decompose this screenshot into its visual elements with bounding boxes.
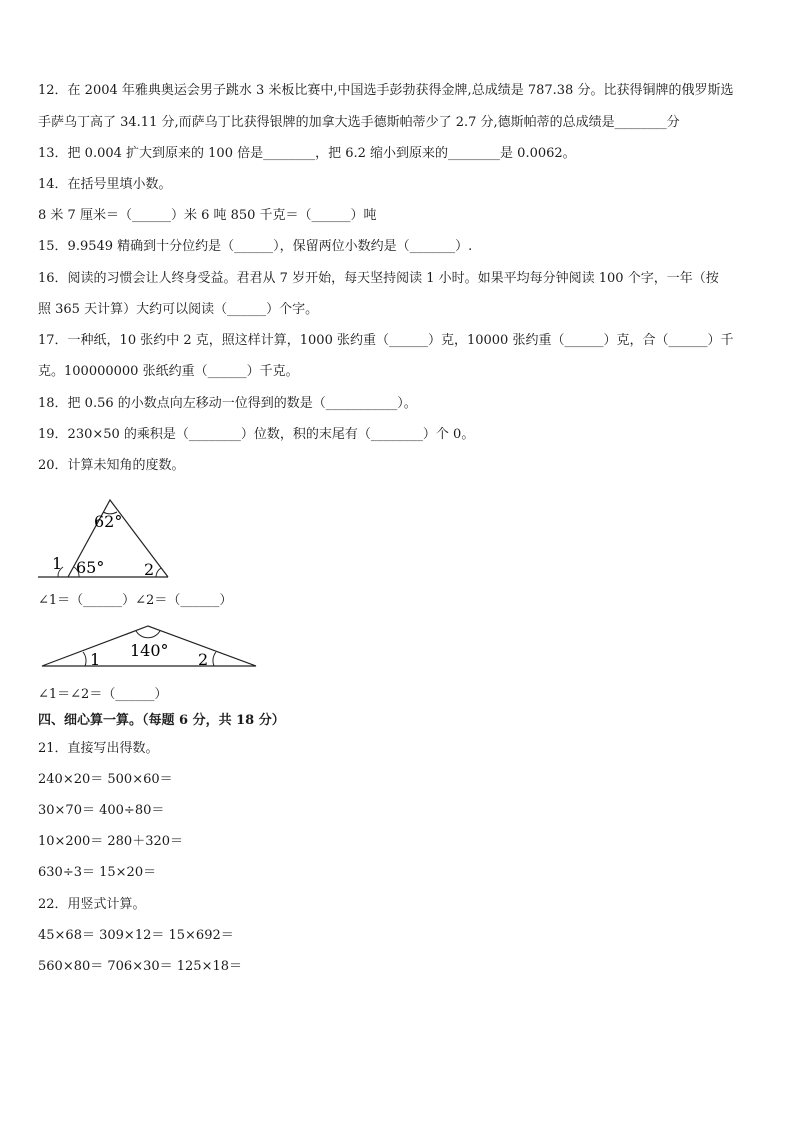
question-15: 15．9.9549 精确到十分位约是（______），保留两位小数约是（_______）. [38, 239, 473, 254]
question-22-title: 22．用竖式计算。 [38, 897, 146, 912]
top-angle-label: 62° [94, 512, 123, 531]
question-22-row: 560×80＝ 706×30＝ 125×18＝ [38, 959, 243, 974]
question-13: 13．把 0.004 扩大到原来的 100 倍是________，把 6.2 缩小到原来的________是 0.0062。 [38, 146, 576, 161]
left-angle-label: 65° [76, 558, 105, 577]
question-20-answer-2: ∠1＝∠2＝（______） [38, 687, 168, 702]
question-20-answer-1: ∠1＝（______）∠2＝（______） [38, 593, 233, 608]
question-21-title: 21．直接写出得数。 [38, 741, 159, 756]
question-21-row: 30×70＝ 400÷80＝ [38, 803, 165, 818]
question-16-line-1: 16．阅读的习惯会让人终身受益。君君从 7 岁开始，每天坚持阅读 1 小时。如果平均每分钟阅读 100 个字，一年（按 [38, 271, 719, 286]
triangle-figure-1 [30, 495, 180, 585]
angle-1-label: 1 [52, 554, 63, 573]
question-14-title: 14．在括号里填小数。 [38, 177, 172, 192]
question-18: 18．把 0.56 的小数点向左移动一位得到的数是（___________）。 [38, 396, 417, 411]
question-17-line-1: 17．一种纸，10 张约中 2 克，照这样计算，1000 张约重（______）克，10000 张约重（______）克，合（______）千 [38, 333, 734, 348]
top-angle-label: 140° [130, 641, 169, 660]
triangle-figure-2 [30, 620, 270, 672]
section-4-heading: 四、细心算一算。（每题 6 分，共 18 分） [38, 713, 285, 728]
question-21-row: 10×200＝ 280＋320＝ [38, 834, 184, 849]
question-14-items: 8 米 7 厘米＝（______）米 6 吨 850 千克＝（______）吨 [38, 208, 377, 223]
angle-2-label: 2 [198, 650, 209, 669]
angle-1-label: 1 [90, 650, 101, 669]
left-angle-arc [83, 652, 86, 666]
question-21-row: 630÷3＝ 15×20＝ [38, 865, 157, 880]
question-19: 19．230×50 的乘积是（________）位数，积的末尾有（________）个 0。 [38, 427, 475, 442]
question-22-row: 45×68＝ 309×12＝ 15×692＝ [38, 928, 234, 943]
top-angle-arc [136, 631, 160, 638]
angle-2-label: 2 [144, 560, 155, 579]
question-17-line-2: 克。100000000 张纸约重（______）千克。 [38, 364, 299, 379]
right-angle-arc [213, 652, 216, 666]
right-angle-arc [156, 568, 161, 577]
question-16-line-2: 照 365 天计算）大约可以阅读（______）个字。 [38, 302, 319, 317]
question-20-title: 20．计算未知角的度数。 [38, 458, 185, 473]
question-21-row: 240×20＝ 500×60＝ [38, 772, 173, 787]
question-12-line-1: 12．在 2004 年雅典奥运会男子跳水 3 米板比赛中,中国选手彭勃获得金牌,总成绩是 787.38 分。比获得铜牌的俄罗斯选 [38, 83, 734, 98]
question-12-line-2: 手萨乌丁高了 34.11 分,而萨乌丁比获得银牌的加拿大选手德斯帕蒂少了 2.7 分,德斯帕蒂的总成绩是________分 [38, 115, 680, 130]
